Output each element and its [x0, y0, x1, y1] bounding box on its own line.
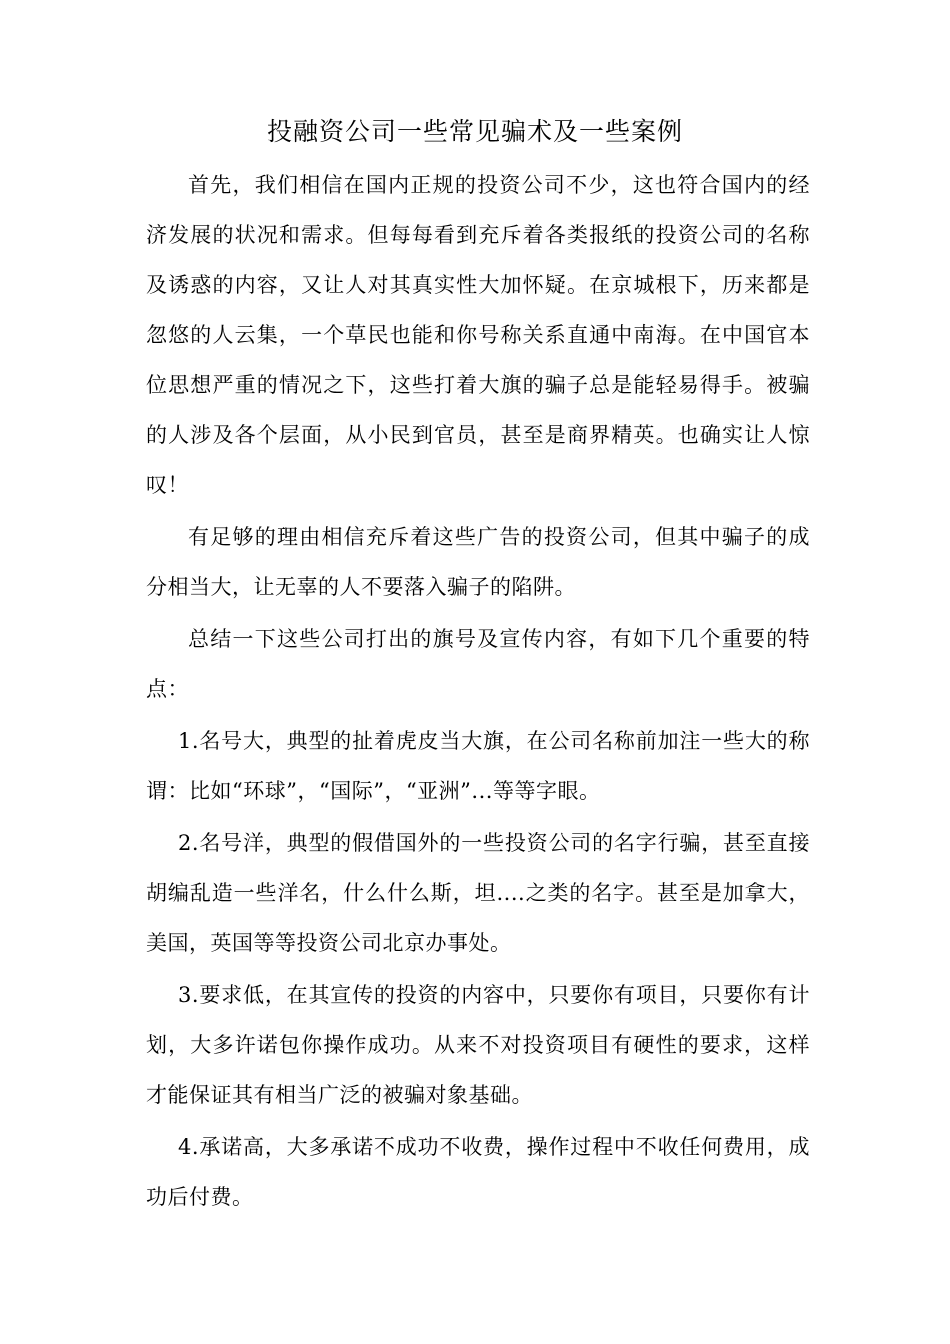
paragraph-reason: 有足够的理由相信充斥着这些广告的投资公司，但其中骗子的成分相当大，让无辜的人不要落入骗子的陷阱。 [146, 525, 810, 599]
list-item-2: 2.名号洋，典型的假借国外的一些投资公司的名字行骗，甚至直接胡编乱造一些洋名，什么什么斯，坦....之类的名字。甚至是加拿大，美国，英国等等投资公司北京办事处。 [146, 831, 810, 955]
document-title: 投融资公司一些常见骗术及一些案例 [266, 117, 683, 146]
list-item-1: 1.名号大，典型的扯着虎皮当大旗，在公司名称前加注一些大的称谓：比如“环球”，“国际”，“亚洲”...等等字眼。 [146, 729, 810, 803]
list-item-4: 4.承诺高，大多承诺不成功不收费，操作过程中不收任何费用，成功后付费。 [146, 1135, 810, 1209]
list-item-3: 3.要求低，在其宣传的投资的内容中，只要你有项目，只要你有计划，大多许诺包你操作成功。从来不对投资项目有硬性的要求，这样才能保证其有相当广泛的被骗对象基础。 [146, 983, 810, 1107]
document-body [146, 160, 810, 1224]
paragraph-intro: 首先，我们相信在国内正规的投资公司不少，这也符合国内的经济发展的状况和需求。但每每看到充斥着各类报纸的投资公司的名称及诱惑的内容，又让人对其真实性大加怀疑。在京城根下，历来都是忽悠的人云集，一个草民也能和你号称关系直通中南海。在中国官本位思想严重的情况之下，这些打着大旗的骗子总是能轻易得手。被骗的人涉及各个层面，从小民到官员，甚至是商界精英。也确实让人惊叹！ [146, 173, 810, 497]
paragraph-summary: 总结一下这些公司打出的旗号及宣传内容，有如下几个重要的特点： [146, 627, 810, 701]
